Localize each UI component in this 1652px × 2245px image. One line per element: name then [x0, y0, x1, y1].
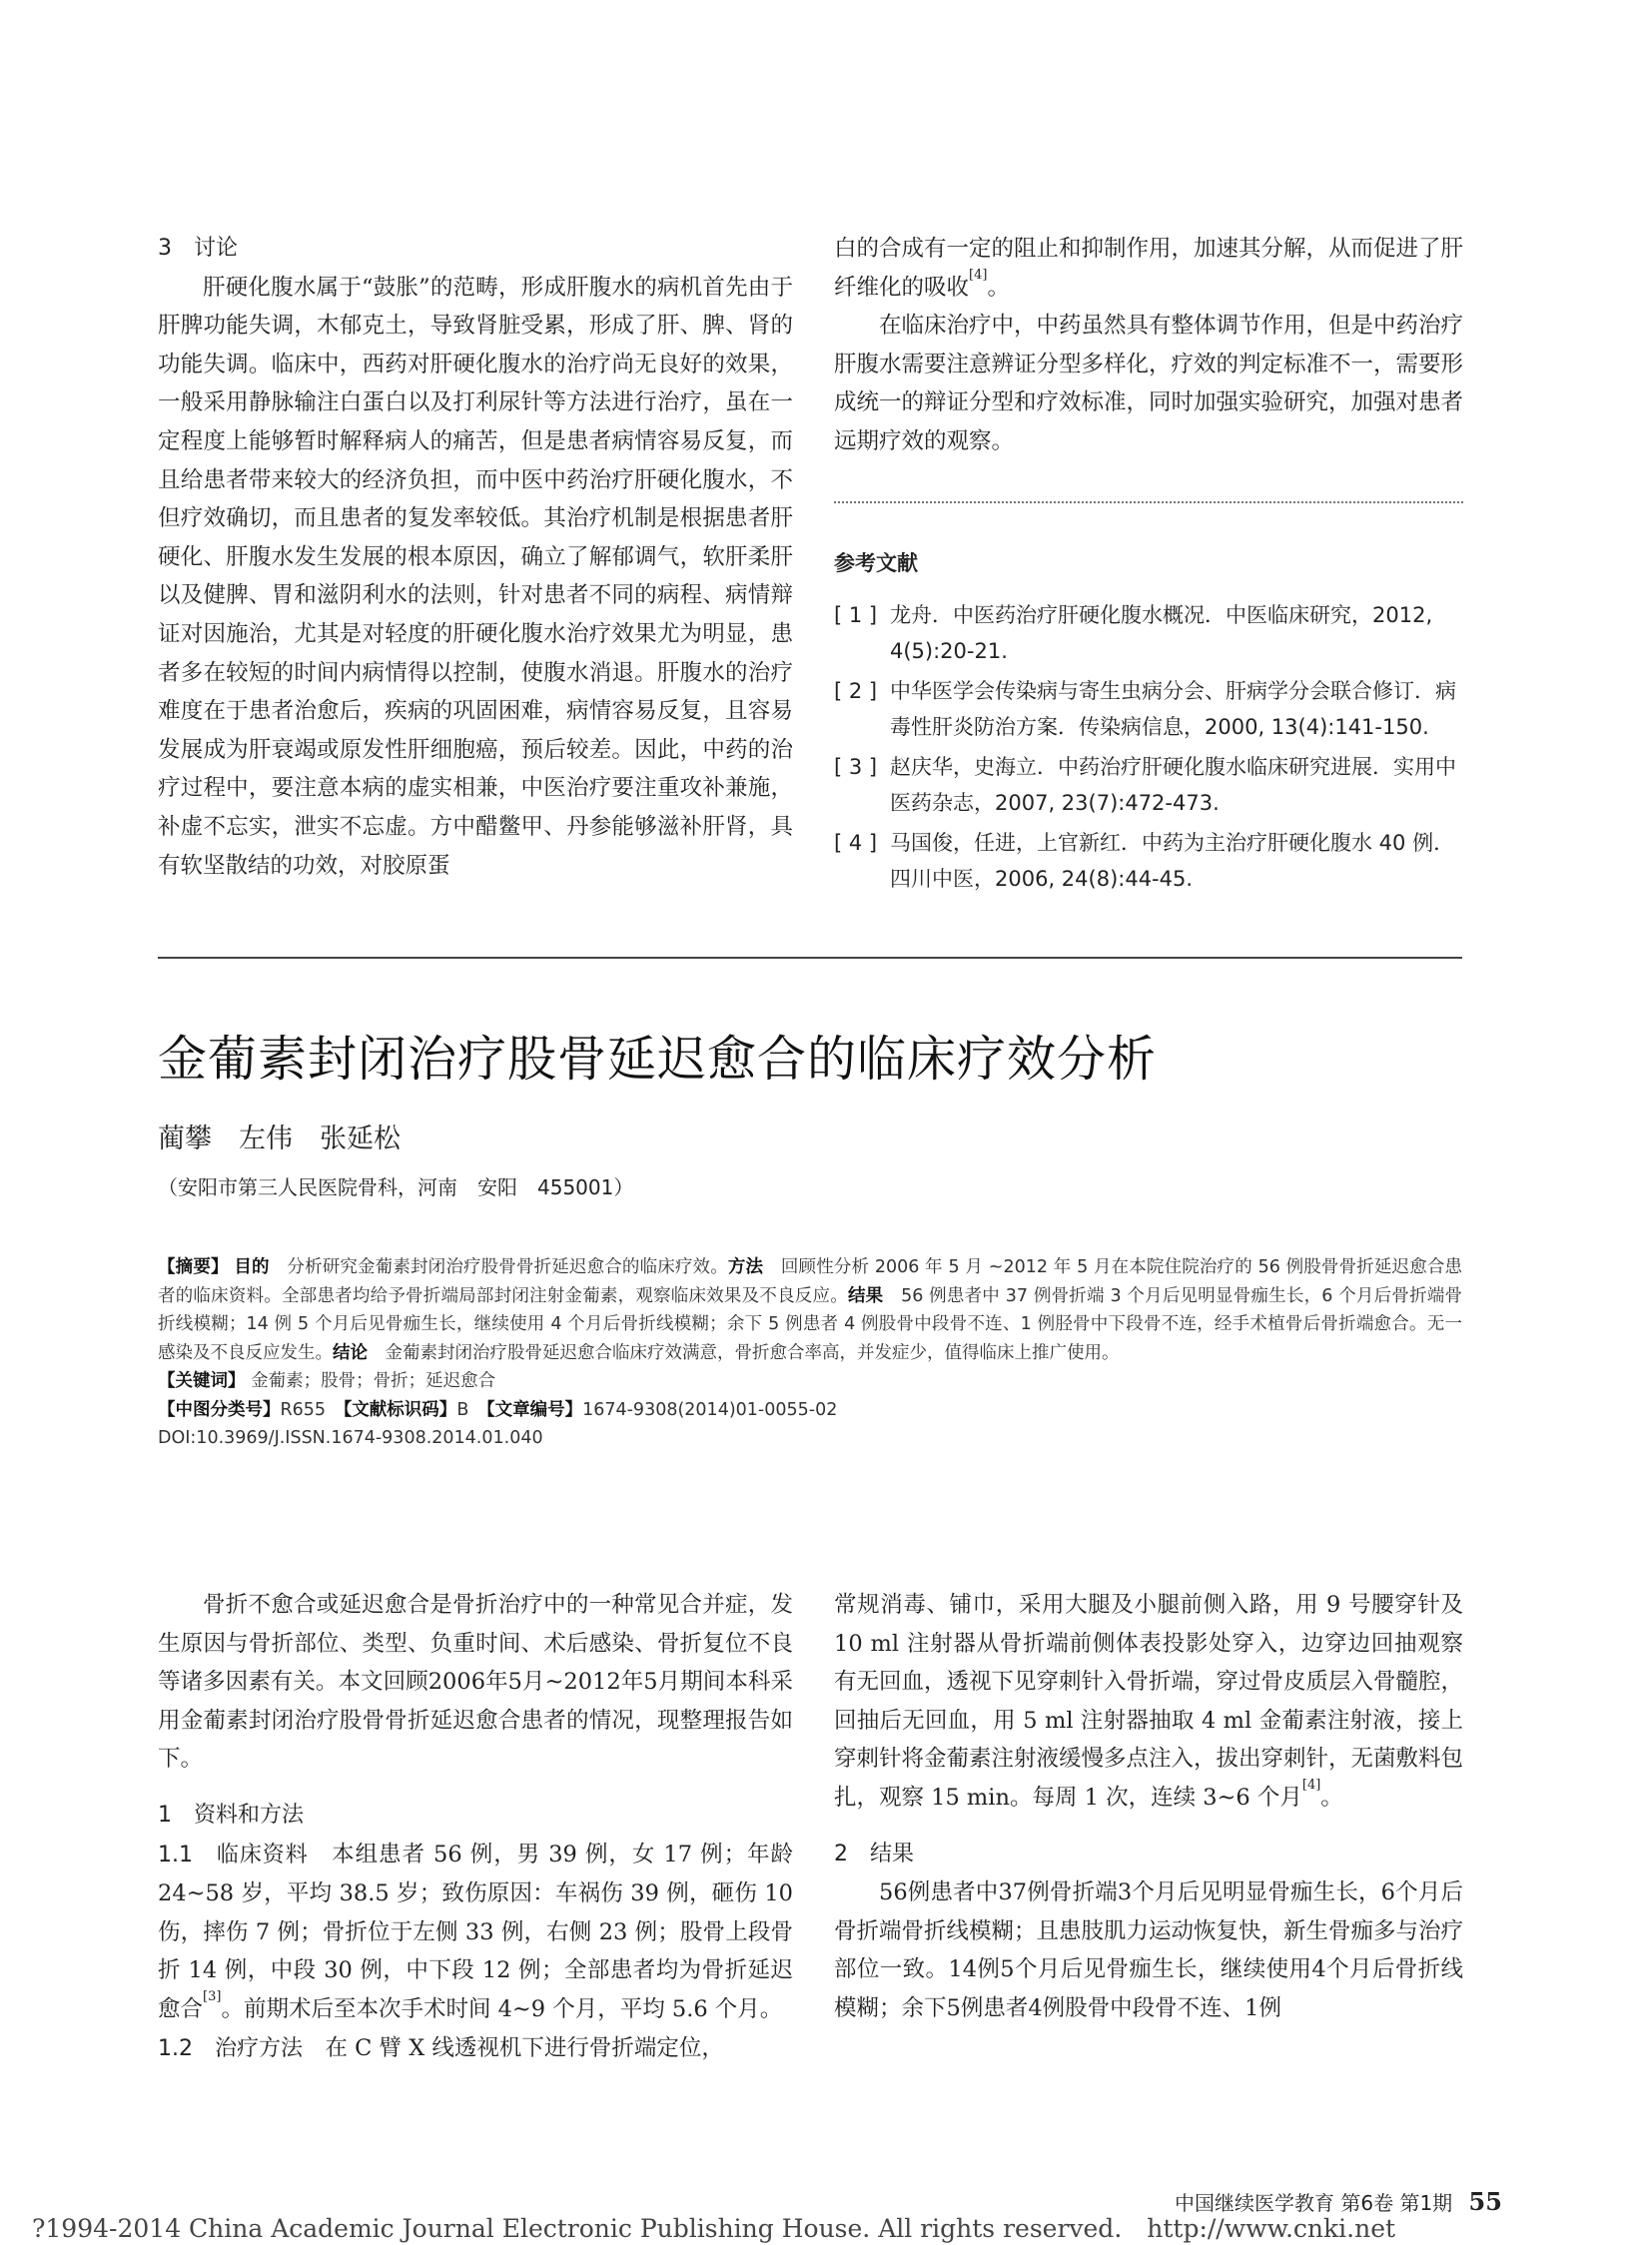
- discussion-paragraph: 肝硬化腹水属于“鼓胀”的范畴，形成肝腹水的病机首先由于肝脾功能失调，木郁克土，导致肾脏受累，形成了肝、脾、肾的功能失调。临床中，西药对肝硬化腹水的治疗尚无良好的效果，一般采用静脉输注白蛋白以及打利尿针等方法进行治疗，虽在一定程度上能够暂时解释病人的痛苦，但是患者病情容易反复，而且给患者带来较大的经济负担，而中医中药治疗肝硬化腹水，不但疗效确切，而且患者的复发率较低。其治疗机制是根据患者肝硬化、肝腹水发生发展的根本原因，确立了解郁调气，软肝柔肝以及健脾、胃和滋阴利水的法则，针对患者不同的病程、病情辩证对因施治，尤其是对轻度的肝硬化腹水治疗效果尤为明显，患者多在较短的时间内病情得以控制，使腹水消退。肝腹水的治疗难度在于患者治愈后，疾病的巩固困难，病情容易反复，且容易发展成为肝衰竭或原发性肝细胞癌，预后较差。因此，中药的治疗过程中，要注意本病的虚实相兼，中医治疗要注重攻补兼施，补虚不忘实，泄实不忘虚。方中醋鳖甲、丹参能够滋补肝肾，具有软坚散结的功效，对胶原蛋: [158, 274, 793, 879]
- reference-item: [834, 825, 1463, 897]
- references-section: [834, 545, 1463, 897]
- reference-number: [ 1 ]: [834, 603, 878, 627]
- classification-line: [158, 1396, 1462, 1425]
- abstract-results-label: 结果: [847, 1285, 884, 1306]
- discussion-continued-paragraph: [834, 230, 1463, 307]
- treatment-label: 1.2 治疗方法: [158, 2035, 303, 2061]
- doc-code-value: B: [456, 1399, 469, 1420]
- abstract-objective-text: 分析研究金葡素封闭治疗股骨骨折延迟愈合的临床疗效。: [287, 1257, 728, 1277]
- references-title: 参考文献: [834, 551, 918, 575]
- reference-number: [ 2 ]: [834, 679, 878, 703]
- intro-paragraph: 骨折不愈合或延迟愈合是骨折治疗中的一种常见合并症，发生原因与骨折部位、类型、负重时间、术后感染、骨折复位不良等诸多因素有关。本文回顾2006年5月~2012年5月期间本科采用金葡素封闭治疗股骨骨折延迟愈合患者的情况，现整理报告如下。: [158, 1592, 793, 1773]
- keywords-label: 【关键词】: [158, 1371, 246, 1391]
- keywords-text: 金葡素；股骨；骨折；延迟愈合: [251, 1371, 496, 1391]
- clinical-data-text: 本组患者 56 例，男 39 例，女 17 例；年龄 24~58 岁，平均 38.5 岁；致伤原因：车祸伤 39 例，砸伤 10 伤，摔伤 7 例；骨折位于左侧 33 例，右侧 23 例；股骨上段骨折 14 例，中段 30 例，中下段 12 例；全部患者均为骨折延迟愈合: [158, 1841, 793, 2022]
- reference-number: [ 4 ]: [834, 831, 878, 855]
- treatment-continued-end: 。: [1320, 1784, 1343, 1811]
- article-title: 金葡素封闭治疗股骨延迟愈合的临床疗效分析: [158, 1031, 1158, 1088]
- prev-article-left-column: [158, 230, 793, 885]
- article-separator: [158, 957, 1462, 959]
- abstract-block: [158, 1253, 1462, 1453]
- journal-issue: 第1期: [1399, 2191, 1453, 2215]
- reference-item: [834, 673, 1463, 745]
- clc-value: R655: [280, 1399, 327, 1420]
- clinical-data-end: 。前期术后至本次手术时间 4~9 个月，平均 5.6 个月。: [221, 1995, 783, 2022]
- reference-text: 龙舟．中医药治疗肝硬化腹水概况．中医临床研究，2012, 4(5):20-21.: [890, 603, 1433, 663]
- abstract-results-text: 56 例患者中 37 例骨折端 3 个月后见明显骨痂生长，6 个月后骨折端骨折线模糊；14 例 5 个月后见骨痂生长，继续使用 4 个月后骨折线模糊；余下 5 例患者 4 例股骨中段骨不连、1 例胫骨中下段骨不连，经手术植骨后骨折端愈合。无一感染及不良反应发生。: [158, 1285, 1463, 1363]
- reference-text: 赵庆华，史海立．中药治疗肝硬化腹水临床研究进展．实用中医药杂志，2007, 23(7):472-473.: [890, 755, 1456, 815]
- article-number-label: 【文章编号】: [485, 1399, 583, 1420]
- clinical-data-paragraph: [158, 1836, 793, 2029]
- discussion-paragraph-2: 在临床治疗中，中药虽然具有整体调节作用，但是中药治疗肝腹水需要注意辨证分型多样化，疗效的判定标准不一，需要形成统一的辩证分型和疗效标准，同时加强实验研究，加强对患者远期疗效的观察。: [834, 313, 1464, 454]
- article-authors: 蔺攀 左伟 张延松: [158, 1123, 401, 1154]
- page-number: 55: [1468, 2187, 1502, 2216]
- abstract-objective-label: 目的: [234, 1257, 270, 1277]
- prev-article-right-column: [834, 230, 1463, 461]
- treatment-text: 在 C 臂 X 线透视机下进行骨折端定位，: [325, 2034, 724, 2061]
- treatment-paragraph: [158, 2029, 793, 2069]
- abstract: [158, 1253, 1462, 1367]
- abstract-methods-label: 方法: [727, 1257, 764, 1277]
- article-number-value: 1674-9308(2014)01-0055-02: [582, 1399, 838, 1420]
- abstract-conclusion-label: 结论: [333, 1342, 368, 1363]
- body-right-column: [834, 1586, 1463, 2028]
- discussion-continued-text: 白的合成有一定的阻止和抑制作用，加速其分解，从而促进了肝纤维化的吸收: [834, 236, 1464, 301]
- treatment-continued-text: 常规消毒、铺巾，采用大腿及小腿前侧入路，用 9 号腰穿针及 10 ml 注射器从骨折端前侧体表投影处穿入，边穿边回抽观察有无回血，透视下见穿刺针入骨折端，穿过骨皮质层入骨髓腔，回抽后无回血，用 5 ml 注射器抽取 4 ml 金葡素注射液，接上穿刺针将金葡素注射液缓慢多点注入，拔出穿刺针，无菌敷料包扎，观察 15 min。每周 1 次，连续 3~6 个月: [834, 1592, 1464, 1811]
- abstract-conclusion-text: 金葡素封闭治疗股骨延迟愈合临床疗效满意，骨折愈合率高，并发症少，值得临床上推广使用。: [385, 1342, 1120, 1363]
- references-divider: [834, 501, 1463, 503]
- citation-4: [4]: [969, 267, 988, 283]
- discussion-continued-end: 。: [987, 274, 1010, 301]
- reference-text: 中华医学会传染病与寄生虫病分会、肝病学分会联合修订．病毒性肝炎防治方案．传染病信息，2000, 13(4):141-150.: [890, 679, 1456, 739]
- doi-line: DOI:10.3969/J.ISSN.1674-9308.2014.01.040: [158, 1428, 543, 1448]
- clinical-data-label: 1.1 临床资料: [158, 1842, 309, 1868]
- journal-volume: 第6卷: [1340, 2191, 1394, 2215]
- reference-number: [ 3 ]: [834, 755, 878, 779]
- reference-text: 马国俊，任进，上官新红．中药为主治疗肝硬化腹水 40 例．四川中医，2006, 24(8):44-45.: [890, 831, 1455, 891]
- results-heading: 2 结果: [834, 1841, 914, 1867]
- copyright-watermark: ?1994-2014 China Academic Journal Electronic Publishing House. All rights reserved. http://www.cnki.net: [32, 2214, 1396, 2243]
- discussion-heading: 3 讨论: [158, 236, 238, 261]
- citation-4-body: [4]: [1301, 1777, 1321, 1793]
- clc-label: 【中图分类号】: [158, 1399, 281, 1420]
- treatment-continued-paragraph: [834, 1586, 1463, 1818]
- keywords-line: [158, 1367, 1462, 1396]
- journal-name: 中国继续医学教育: [1175, 2191, 1334, 2215]
- results-paragraph: 56例患者中37例骨折端3个月后见明显骨痂生长，6个月后骨折端骨折线模糊；且患肢肌力运动恢复快，新生骨痂多与治疗部位一致。14例5个月后见骨痂生长，继续使用4个月后骨折线模糊；余下5例患者4例股骨中段骨不连、1例: [834, 1879, 1464, 2021]
- abstract-label: 【摘要】: [158, 1257, 229, 1277]
- doc-code-label: 【文献标识码】: [343, 1399, 457, 1420]
- reference-item: [834, 597, 1463, 669]
- citation-3: [3]: [203, 1988, 222, 2004]
- article-affiliation: （安阳市第三人民医院骨科，河南 安阳 455001）: [158, 1175, 634, 1199]
- abstract-methods-text: 回顾性分析 2006 年 5 月 ~2012 年 5 月在本院住院治疗的 56 例股骨骨折延迟愈合患者的临床资料。全部患者均给予骨折端局部封闭注射金葡素，观察临床效果及不良反应。: [158, 1257, 1463, 1306]
- body-left-column: [158, 1586, 793, 2068]
- reference-item: [834, 749, 1463, 821]
- methods-heading: 1 资料和方法: [158, 1802, 304, 1828]
